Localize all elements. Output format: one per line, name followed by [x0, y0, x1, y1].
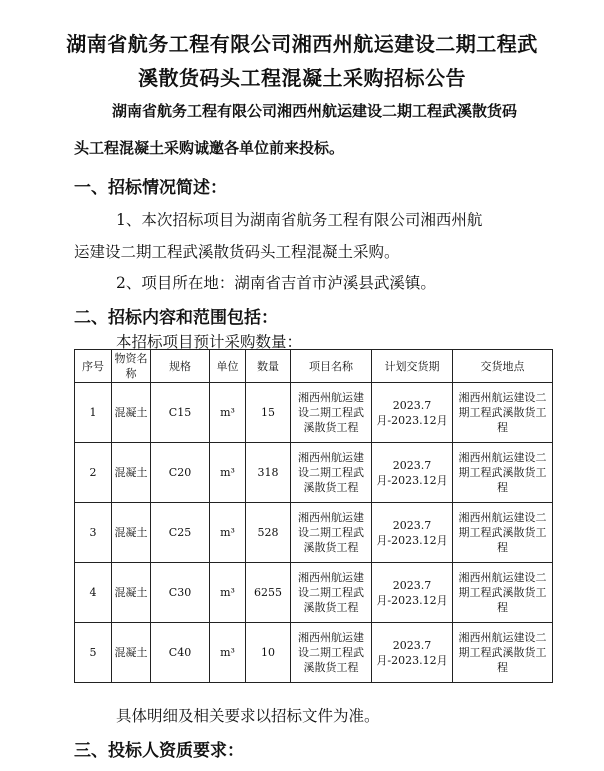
procurement-table: [74, 349, 553, 683]
cell-no: 5: [75, 623, 112, 683]
section-3-heading: 三、投标人资质要求：: [74, 741, 244, 761]
cell-material: 混凝土: [112, 503, 151, 563]
table-row: [75, 563, 553, 623]
cell-no: 2: [75, 443, 112, 503]
cell-material: 混凝土: [112, 623, 151, 683]
header-no: 序号: [75, 350, 112, 383]
cell-delivery-place: 湘西州航运建设二期工程武溪散货工程: [453, 383, 553, 443]
cell-project: 湘西州航运建设二期工程武溪散货工程: [291, 443, 372, 503]
section-1-item-2: 2、项目所在地：湖南省吉首市泸溪县武溪镇。: [116, 274, 436, 292]
cell-delivery-period: 2023.7月-2023.12月: [372, 383, 453, 443]
table-row: [75, 443, 553, 503]
cell-material: 混凝土: [112, 443, 151, 503]
cell-quantity: 318: [246, 443, 291, 503]
cell-delivery-place: 湘西州航运建设二期工程武溪散货工程: [453, 623, 553, 683]
cell-delivery-place: 湘西州航运建设二期工程武溪散货工程: [453, 443, 553, 503]
cell-delivery-period: 2023.7月-2023.12月: [372, 443, 453, 503]
header-material: 物资名称: [112, 350, 151, 383]
intro-line-2: 头工程混凝土采购诚邀各单位前来投标。: [74, 139, 345, 157]
header-project: 项目名称: [291, 350, 372, 383]
cell-quantity: 15: [246, 383, 291, 443]
cell-unit: m³: [210, 503, 246, 563]
cell-unit: m³: [210, 443, 246, 503]
table-row: [75, 383, 553, 443]
section-2-note: 具体明细及相关要求以招标文件为准。: [116, 707, 380, 725]
cell-delivery-period: 2023.7月-2023.12月: [372, 623, 453, 683]
header-unit: 单位: [210, 350, 246, 383]
document-title-line-2: 溪散货码头工程混凝土采购招标公告: [138, 66, 466, 90]
section-1-heading: 一、招标情况简述：: [74, 178, 227, 198]
cell-delivery-place: 湘西州航运建设二期工程武溪散货工程: [453, 563, 553, 623]
header-delivery-period: 计划交货期: [372, 350, 453, 383]
cell-spec: C25: [151, 503, 210, 563]
intro-line-1: 湖南省航务工程有限公司湘西州航运建设二期工程武溪散货码: [112, 102, 518, 120]
section-2-lead: 本招标项目预计采购数量：: [116, 333, 303, 351]
cell-delivery-period: 2023.7月-2023.12月: [372, 503, 453, 563]
cell-spec: C15: [151, 383, 210, 443]
cell-quantity: 6255: [246, 563, 291, 623]
cell-quantity: 10: [246, 623, 291, 683]
cell-no: 4: [75, 563, 112, 623]
cell-spec: C20: [151, 443, 210, 503]
cell-delivery-period: 2023.7月-2023.12月: [372, 563, 453, 623]
cell-quantity: 528: [246, 503, 291, 563]
cell-project: 湘西州航运建设二期工程武溪散货工程: [291, 383, 372, 443]
section-1-item-1-line-2: 运建设二期工程武溪散货码头工程混凝土采购。: [74, 243, 400, 261]
cell-spec: C30: [151, 563, 210, 623]
cell-project: 湘西州航运建设二期工程武溪散货工程: [291, 503, 372, 563]
cell-project: 湘西州航运建设二期工程武溪散货工程: [291, 623, 372, 683]
table-row: [75, 623, 553, 683]
cell-unit: m³: [210, 623, 246, 683]
header-quantity: 数量: [246, 350, 291, 383]
header-spec: 规格: [151, 350, 210, 383]
cell-spec: C40: [151, 623, 210, 683]
cell-delivery-place: 湘西州航运建设二期工程武溪散货工程: [453, 503, 553, 563]
header-delivery-place: 交货地点: [453, 350, 553, 383]
cell-unit: m³: [210, 563, 246, 623]
section-1-item-1-line-1: 1、本次招标项目为湖南省航务工程有限公司湘西州航: [116, 211, 483, 229]
cell-no: 1: [75, 383, 112, 443]
cell-project: 湘西州航运建设二期工程武溪散货工程: [291, 563, 372, 623]
table-header-row: [75, 350, 553, 383]
cell-unit: m³: [210, 383, 246, 443]
document-title-line-1: 湖南省航务工程有限公司湘西州航运建设二期工程武: [66, 32, 538, 56]
section-2-heading: 二、招标内容和范围包括：: [74, 308, 278, 328]
cell-no: 3: [75, 503, 112, 563]
table-row: [75, 503, 553, 563]
cell-material: 混凝土: [112, 563, 151, 623]
cell-material: 混凝土: [112, 383, 151, 443]
